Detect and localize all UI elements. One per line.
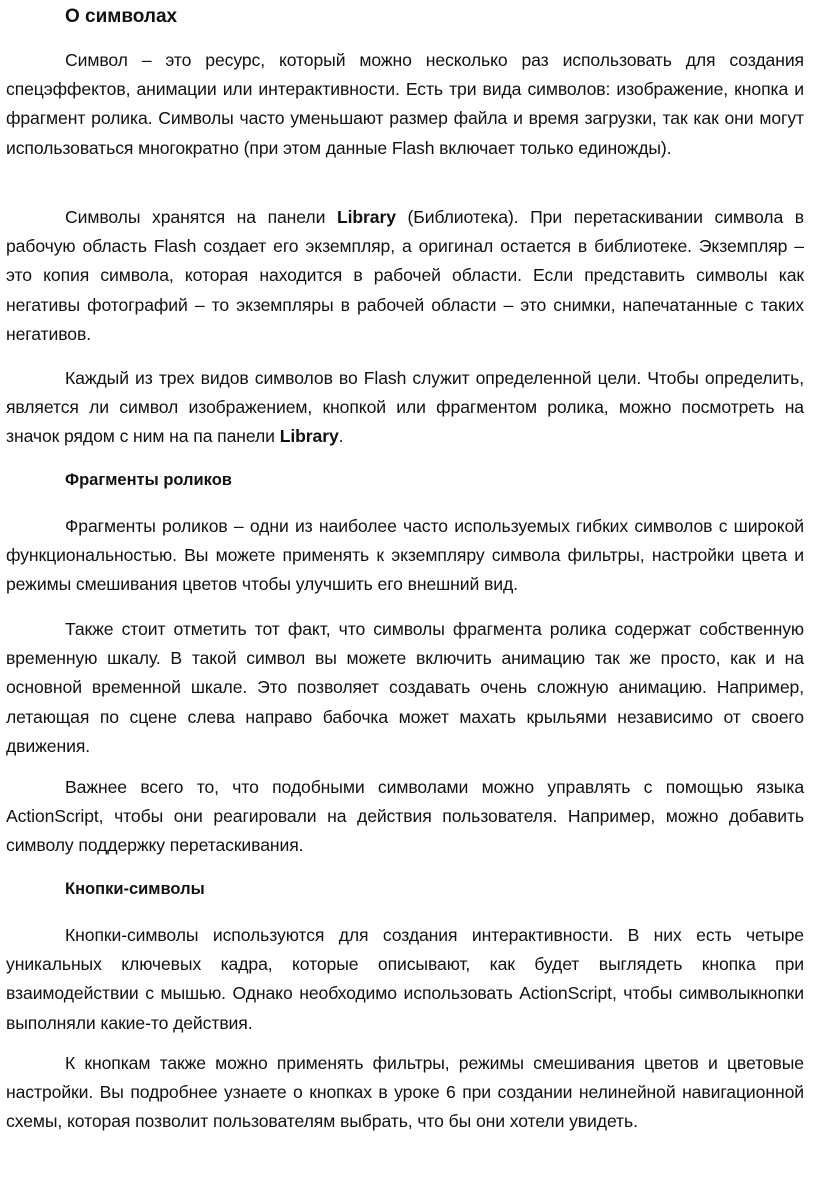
subheading-movie-clips: Фрагменты роликов — [65, 471, 232, 489]
paragraph-button-symbols: Кнопки-символы используются для создания интерактивности. В них есть четыре уникальных ключевых кадра, которые описывают, как будет выглядеть кнопка при взаимодействии с мышью. Однако необходимо использовать ActionScript, чтобы символыкнопки выполняли какие-то действия. — [6, 925, 804, 1033]
library-term-2: Library — [279, 426, 339, 447]
paragraph-symbols-intro: Символ – это ресурс, который можно несколько раз использовать для создания спецэффектов, анимации или интерактивности. Есть три вида символов: изображение, кнопка и фрагмент ролика. Символы часто уменьшают размер файла и время загрузки, так как они могут использоваться многократно (при этом данные Flash включает только единожды). — [6, 50, 804, 158]
page-title: О символах — [65, 6, 178, 27]
paragraph-library-text-end: (Библиотека). При перетаскивании символа в рабочую область Flash создает его экземпляр, а оригинал остается в библиотеке. Экземпляр – это копия символа, которая находится в рабочей области. Если представить символы как негативы фотографий – то экземпляры в рабочей области – это снимки, напечатанные с таких негативов. — [6, 207, 805, 344]
subheading-button-symbols: Кнопки-символы — [65, 880, 205, 898]
paragraph-actionscript: Важнее всего то, что подобными символами можно управлять с помощью языка ActionScript, чтобы они реагировали на действия пользователя. Например, можно добавить символу поддержку перетаскивания. — [6, 777, 804, 856]
paragraph-symbol-types-text-start: Каждый из трех видов символов во Flash служит определенной цели. Чтобы определить, является ли символ изображением, кнопкой или фрагментом ролика, можно посмотреть на значок рядом с ним на па панели — [6, 368, 804, 447]
paragraph-symbol-types-text-end: . — [338, 426, 344, 447]
library-term: Library — [336, 207, 396, 227]
paragraph-button-filters: К кнопкам также можно применять фильтры, режимы смешивания цветов и цветовые настройки. Вы подробнее узнаете о кнопках в уроке 6 при создании нелинейной навигационной схемы, которая позволит пользователям выбрать, что бы они хотели увидеть. — [6, 1053, 804, 1132]
paragraph-library — [6, 203, 804, 349]
paragraph-movie-clips: Фрагменты роликов – одни из наиболее часто используемых гибких символов с широкой функциональностью. Вы можете применять к экземпляру символа фильтры, настройки цвета и режимы смешивания цветов чтобы улучшить его внешний вид. — [6, 516, 804, 595]
paragraph-symbol-types — [6, 364, 804, 452]
paragraph-timeline: Также стоит отметить тот факт, что символы фрагмента ролика содержат собственную временную шкалу. В такой символ вы можете включить анимацию так же просто, как и на основной временной шкале. Это позволяет создавать очень сложную анимацию. Например, летающая по сцене слева направо бабочка может махать крыльями независимо от своего движения. — [6, 619, 804, 756]
paragraph-library-text-start: Символы хранятся на панели — [65, 207, 337, 227]
